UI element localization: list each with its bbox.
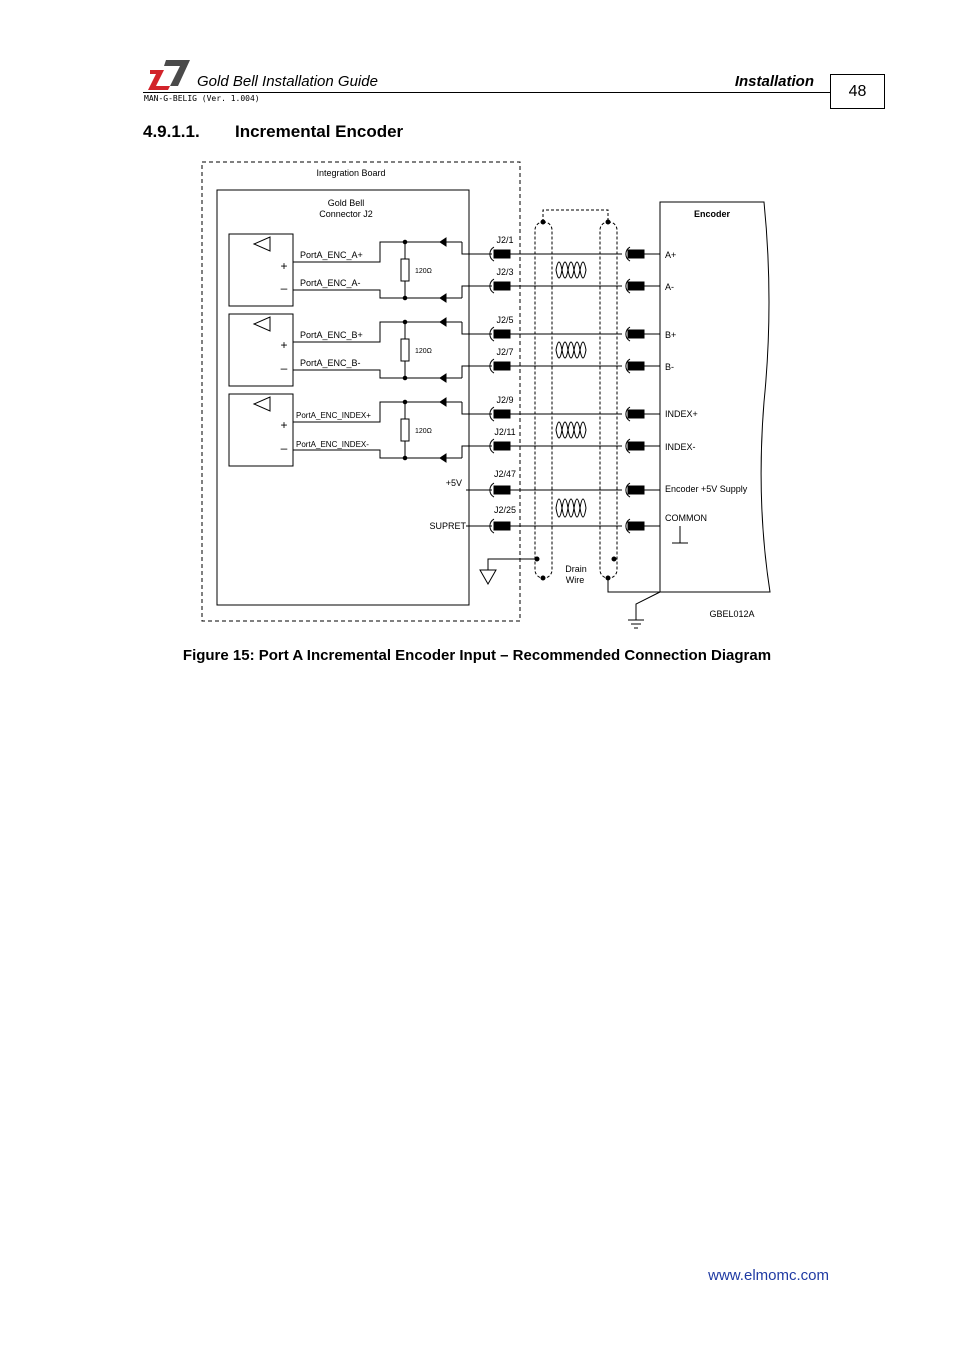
section-number: 4.9.1.1. (143, 122, 200, 141)
svg-text:J2/25: J2/25 (493, 505, 517, 515)
document-id: MAN-G-BELIG (Ver. 1.004) (144, 94, 260, 103)
receiver-b (229, 314, 293, 386)
svg-text:J2/47: J2/47 (493, 469, 517, 479)
elmo-logo (148, 56, 190, 90)
header-title: Gold Bell Installation Guide (197, 73, 378, 90)
signal-b-neg: PortA_ENC_B- (300, 358, 361, 368)
footer-website-link[interactable]: www.elmomc.com (708, 1267, 829, 1284)
encoder-connectors (626, 247, 660, 533)
svg-text:INDEX-: INDEX- (665, 442, 696, 452)
svg-text:COMMON: COMMON (665, 513, 707, 523)
svg-text:J2/11: J2/11 (494, 427, 516, 437)
gold-bell-label: Gold Bell (327, 198, 365, 208)
encoder-title: Encoder (693, 209, 731, 219)
label-5v: +5V (445, 478, 462, 488)
encoder-box (660, 202, 770, 592)
svg-text:J2/5: J2/5 (496, 315, 514, 325)
wire-label: Wire (565, 575, 585, 585)
channel-b-wiring (293, 318, 492, 382)
svg-text:120Ω: 120Ω (415, 428, 432, 435)
page-number: 48 (830, 74, 885, 109)
channel-index-wiring (293, 398, 492, 462)
diagram-code: GBEL012A (709, 609, 755, 619)
svg-text:INDEX+: INDEX+ (665, 409, 698, 419)
svg-text:A-: A- (665, 282, 674, 292)
header-rule (143, 92, 831, 93)
figure-caption: Figure 15: Port A Incremental Encoder Input – Recommended Connection Diagram (182, 647, 772, 664)
signal-a-neg: PortA_ENC_A- (300, 278, 361, 288)
signal-index-pos: PortA_ENC_INDEX+ (296, 411, 371, 420)
svg-text:120Ω: 120Ω (415, 348, 432, 355)
svg-text:J2/1: J2/1 (496, 235, 514, 245)
connector-j2-label: Connector J2 (319, 209, 373, 219)
channel-a-wiring (293, 238, 492, 302)
svg-text:120Ω: 120Ω (415, 268, 432, 275)
drain-label: Drain (565, 564, 587, 574)
svg-text:–: – (280, 441, 288, 455)
signal-a-pos: PortA_ENC_A+ (300, 250, 363, 260)
svg-text:B+: B+ (665, 330, 677, 340)
svg-text:J2/9: J2/9 (496, 395, 514, 405)
receiver-a (229, 234, 293, 306)
integration-board-outline (202, 162, 520, 621)
svg-text:B-: B- (665, 362, 674, 372)
svg-text:–: – (280, 281, 288, 295)
cable-shields (535, 210, 617, 578)
svg-text:+: + (280, 418, 288, 432)
svg-text:J2/3: J2/3 (496, 267, 514, 277)
integration-board-label: Integration Board (316, 168, 386, 178)
signal-b-pos: PortA_ENC_B+ (300, 330, 363, 340)
svg-text:+: + (280, 338, 288, 352)
receiver-index (229, 394, 293, 466)
encoder-connection-diagram (195, 155, 785, 635)
svg-text:J2/7: J2/7 (496, 347, 514, 357)
twisted-pairs (510, 254, 622, 526)
header-section: Installation (734, 73, 814, 90)
j2-connectors (466, 235, 516, 533)
signal-index-neg: PortA_ENC_INDEX- (296, 440, 369, 449)
label-supret: SUPRET (429, 521, 466, 531)
svg-text:A+: A+ (665, 250, 677, 260)
svg-text:+: + (280, 259, 288, 273)
svg-text:–: – (280, 361, 288, 375)
section-title: Incremental Encoder (235, 122, 404, 141)
svg-text:Encoder +5V Supply: Encoder +5V Supply (665, 484, 748, 494)
